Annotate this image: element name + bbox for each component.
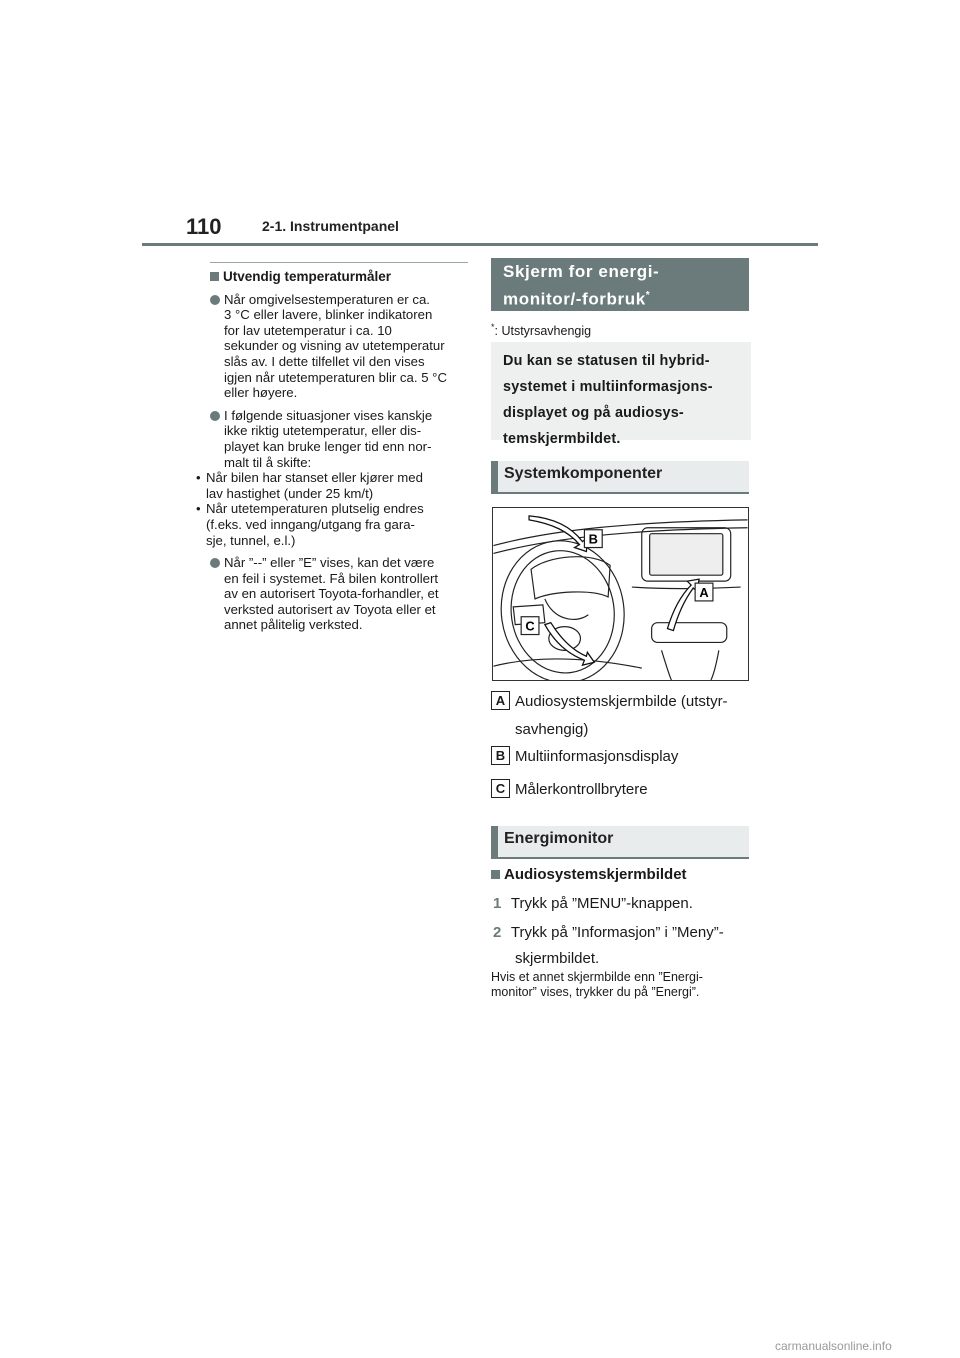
figure-label-c: C [525,618,535,634]
figure-label-b: B [588,531,598,547]
legend-item-c: C Målerkontrollbrytere [491,776,648,804]
circle-bullet-icon [210,558,220,568]
bullet-item: Når omgivelsestemperaturen er ca. 3 °C eller lavere, blinker indikatoren for lav utetemperatur i ca. 10 sekunder og visning av utetemperatur slås av. I dette tilfellet vil den vises igjen når utetemperaturen blir ca. 5 °C eller høyere. [210,292,468,401]
legend-item-b: B Multiinformasjonsdisplay [491,743,678,771]
intro-box: Du kan se statusen til hybrid- systemet i multiinformasjons- displayet og på audiosys- temskjermbildet. [491,342,751,440]
sub-bullet-item: • Når utetemperaturen plutselig endres (f.eks. ved inngang/utgang fra gara- sje, tunnel, e.l.) [196,501,424,548]
step-item: 1 Trykk på ”MENU”-knappen. [493,895,693,912]
section-title-box: Skjerm for energi- monitor/-forbruk* [491,258,749,311]
legend-item-a: A Audiosystemskjermbilde (utstyr- savhengig) [491,688,728,744]
label-box: B [491,746,510,765]
page-number: 110 [186,214,222,239]
left-column [196,262,468,640]
heading-energimonitor: Energimonitor [491,826,749,859]
subsection-heading: Utvendig temperaturmåler [210,269,468,285]
circle-bullet-icon [210,295,220,305]
heading-systemkomponenter: Systemkomponenter [491,461,749,494]
note-text: Hvis et annet skjermbilde enn ”Energi- monitor” vises, trykker du på ”Energi”. [491,970,703,999]
bullet-item: I følgende situasjoner vises kanskje ikke riktig utetemperatur, eller dis- playet kan bruke lenger tid enn nor- malt til å skifte: [210,408,468,470]
figure-label-a: A [699,584,709,600]
watermark: carmanualsonline.info [775,1339,892,1353]
sub-bullet-item: • Når bilen har stanset eller kjører med lav hastighet (under 25 km/t) [196,470,423,501]
footnote: *: Utstyrsavhengig [491,322,592,339]
header-rule [142,243,818,246]
square-bullet-icon [210,272,219,281]
label-box: A [491,691,510,710]
bullet-item: Når ”--” eller ”E” vises, kan det være en feil i systemet. Få bilen kontrollert av en autorisert Toyota-forhandler, et verksted autorisert av Toyota eller et annet pålitelig verksted. [210,555,468,633]
subsection-heading: Audiosystemskjermbildet [491,862,753,888]
step-item: 2 Trykk på ”Informasjon” i ”Meny”- [493,924,724,941]
circle-bullet-icon [210,411,220,421]
label-box: C [491,779,510,798]
subsection-rule [210,262,468,263]
section-title: 2-1. Instrumentpanel [262,218,399,234]
dashboard-illustration [492,507,749,681]
square-bullet-icon [491,870,500,879]
steps-block: Audiosystemskjermbildet 1 Trykk på ”MENU”-knappen. 2 Trykk på ”Informasjon” i ”Meny”- skjermbildet. [491,862,753,972]
dashboard-drawing [493,508,748,680]
